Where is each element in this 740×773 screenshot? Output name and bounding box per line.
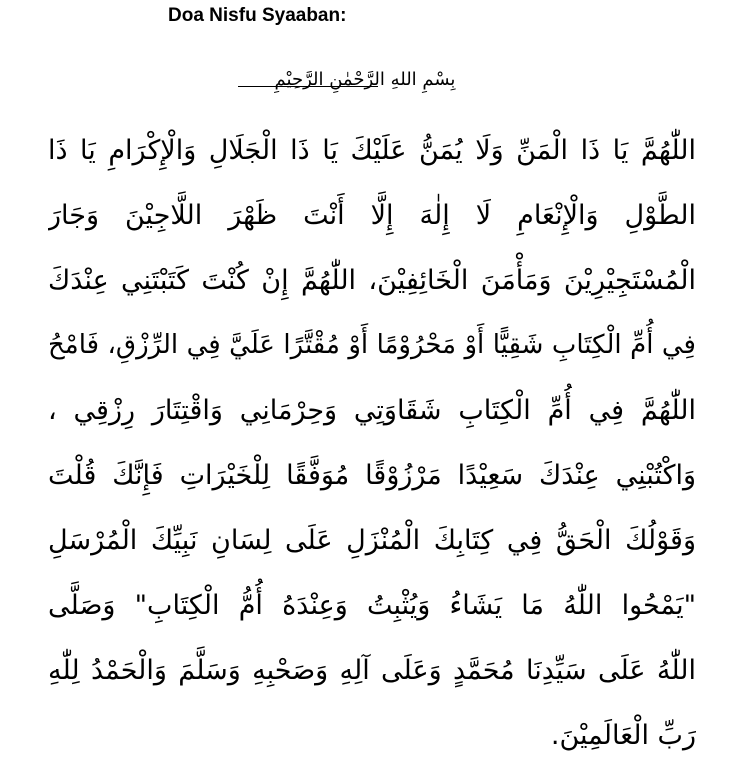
doa-text-block <box>48 118 696 768</box>
doa-line-5: اللّٰهُمَّ فِي أُمِّ الْكِتَابِ شَقَاوَتِي وَحِرْمَانِي وَاقْتِتَارَ رِزْقِي ، <box>48 395 696 426</box>
doa-line-8: "يَمْحُوا اللّٰهُ مَا يَشَاءُ وَيُثْبِتُ وَعِنْدَهُ أُمُّ الْكِتَابِ" وَصَلَّى <box>48 590 696 621</box>
basmala-calligraphy: بِسْمِ اللهِ الرَّحْمٰنِ الرَّحِيْمِ <box>274 69 456 90</box>
doa-line-2: الطَّوْلِ وَالْإِنْعَامِ لَا إِلٰهَ إِلَّا أَنْتَ ظَهْرَ اللَّاجِيْنَ وَجَارَ <box>48 200 696 231</box>
doa-line-1: اللّٰهُمَّ يَا ذَا الْمَنِّ وَلَا يُمَنُّ عَلَيْكَ يَا ذَا الْجَلَالِ وَالْإِكْرَامِ يَا ذَا <box>48 135 696 166</box>
document-title: Doa Nisfu Syaaban: <box>168 5 347 26</box>
doa-line-4: فِي أُمِّ الْكِتَابِ شَقِيًّا أَوْ مَحْرُوْمًا أَوْ مُقْتَّرًا عَلَيَّ فِي الرِّزْقِ، فَامْحُ <box>48 330 696 360</box>
doa-line-10: رَبِّ الْعَالَمِيْنَ. <box>550 720 696 751</box>
doa-line-7: وَقَوْلُكَ الْحَقُّ فِي كِتَابِكَ الْمُنْزَلِ عَلَى لِسَانِ نَبِيِّكَ الْمُرْسَلِ <box>48 525 696 556</box>
basmala-stroke <box>238 86 378 87</box>
doa-line-9: اللّٰهُ عَلَى سَيِّدِنَا مُحَمَّدٍ وَعَلَى آلِهِ وَصَحْبِهِ وَسَلَّمَ وَالْحَمْدُ لِلّٰهِ <box>48 655 696 686</box>
doa-line-3: الْمُسْتَجِيْرِيْنَ وَمَأْمَنَ الْخَائِفِيْنَ، اللّٰهُمَّ إِنْ كُنْتَ كَتَبْتَنِي عِنْدَكَ <box>48 265 696 296</box>
doa-line-6: وَاكْتُبْنِي عِنْدَكَ سَعِيْدًا مَرْزُوْقًا مُوَفَّقًا لِلْخَيْرَاتِ فَإِنَّكَ قُلْتَ <box>48 460 696 491</box>
